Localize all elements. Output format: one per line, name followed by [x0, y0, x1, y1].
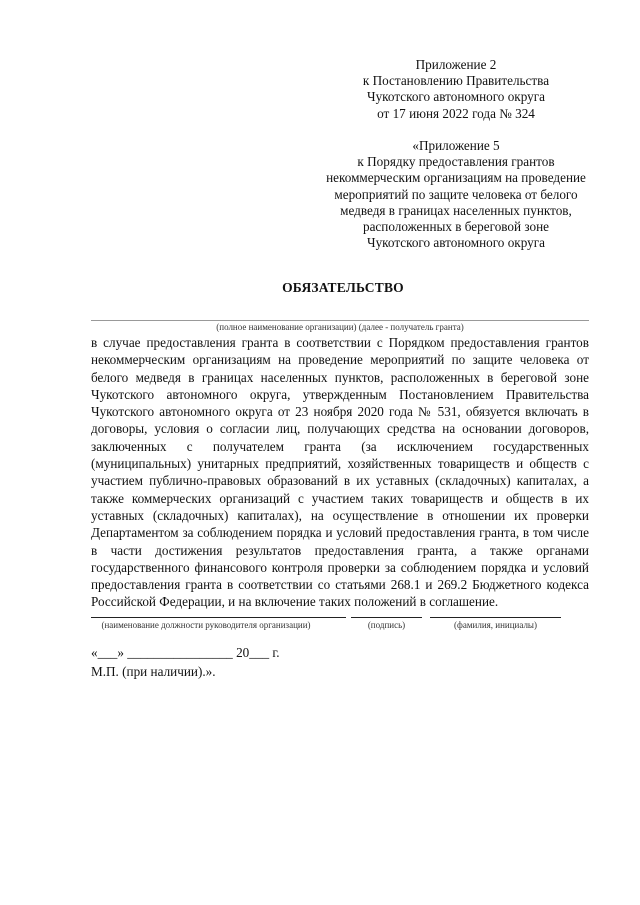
attachment-header-line: Чукотского автономного округа — [367, 89, 545, 105]
inner-attachment-line: расположенных в береговой зоне — [362, 219, 550, 235]
inner-attachment-line: к Порядку предоставления грантов — [357, 154, 555, 170]
attachment-header-line: от 17 июня 2022 года № 324 — [377, 105, 535, 121]
stamp-line: М.П. (при наличии).». — [91, 664, 216, 679]
inner-attachment-line: Чукотского автономного округа — [367, 235, 545, 251]
inner-attachment-header — [0, 138, 640, 251]
inner-attachment-line: мероприятий по защите человека от белого — [334, 186, 578, 202]
attachment-header-line: Приложение 2 — [415, 57, 497, 72]
organization-name-caption: (полное наименование организации) (далее - получатель гранта) — [216, 322, 464, 332]
organization-name-line — [91, 320, 589, 321]
inner-attachment-line: «Приложение 5 — [412, 138, 500, 153]
document-title: ОБЯЗАТЕЛЬСТВО — [282, 280, 404, 295]
name-caption: (фамилия, инициалы) — [454, 620, 537, 630]
signature-line — [351, 617, 422, 618]
attachment-header — [0, 57, 640, 122]
signature-caption: (подпись) — [367, 620, 406, 630]
name-signature-line — [430, 617, 561, 618]
position-caption: (наименование должности руководителя организации) — [101, 620, 311, 630]
attachment-header-line: к Постановлению Правительства — [362, 73, 550, 89]
date-line: «___» ________________ 20___ г. — [91, 645, 280, 660]
obligation-body-text: в случае предоставления гранта в соответствии с Порядком предоставления грантов некоммерческим организациям на проведение мероприятий по защите человека от белого медведя в границах населенных пунктов, расположенных в береговой зоне Чукотского автономного округа, утвержденным Постановлением Правительства Чукотского автономного округа от 23 ноября 2020 года № 531, обязуется включать в договоры, условия о согласии лиц, получающих средства на основании договоров, заключенных с получателем гранта (за исключением государственных (муниципальных) унитарных предприятий, хозяйственных товариществ и обществ с участием публично-правовых образований в их уставных (складочных) капиталах, а также коммерческих организаций с участием таких товариществ и обществ в их уставных (складочных) капиталах), на осуществление в отношении их проверки Департаментом за соблюдением порядка и условий предоставления гранта, в том числе в части достижения результатов предоставления гранта, а также органами государственного финансового контроля проверки за соблюдением порядка и условий предоставления гранта в соответствии со статьями 268.1 и 269.2 Бюджетного кодекса Российской Федерации, и на включение таких положений в соглашение. — [91, 335, 589, 610]
inner-attachment-line: некоммерческим организациям на проведение — [326, 170, 586, 186]
position-signature-line — [91, 617, 346, 618]
inner-attachment-line: медведя в границах населенных пунктов, — [340, 202, 572, 218]
